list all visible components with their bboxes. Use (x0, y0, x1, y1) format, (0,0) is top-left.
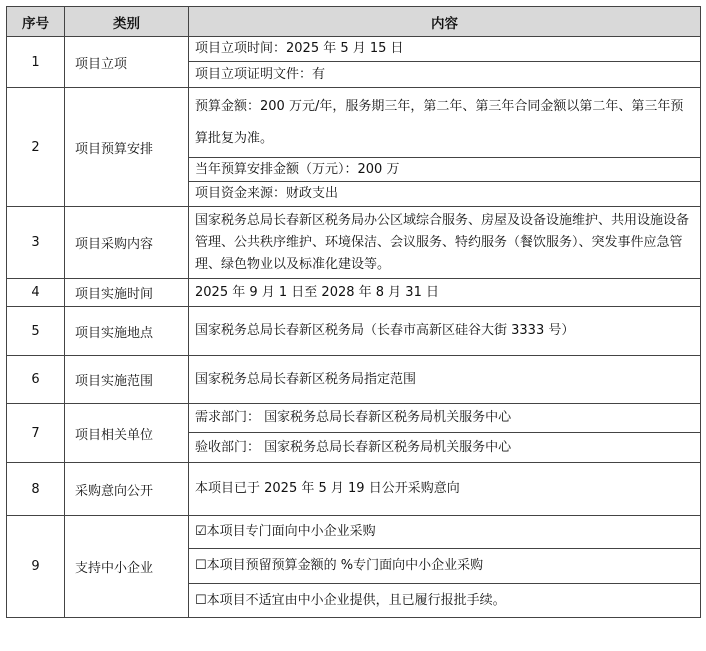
header-category: 类别 (65, 7, 189, 37)
checked-checkbox[interactable]: ☑ (195, 524, 207, 539)
row-content: 项目资金来源：财政支出 (189, 182, 701, 207)
row-content: 国家税务总局长春新区税务局办公区域综合服务、房屋及设备设施维护、共用设施设备管理、公共秩序维护、环境保洁、会议服务、特约服务（餐饮服务）、突发事件应急管理、绿色物业以及标准化建设等。 (189, 207, 701, 279)
project-info-table (6, 6, 701, 618)
option-label: 本项目专门面向中小企业采购 (206, 524, 376, 539)
header-content: 内容 (189, 7, 701, 37)
option-label: 本项目预留预算金额的 %专门面向中小企业采购 (206, 558, 484, 573)
option-not-suitable (189, 584, 701, 618)
row-content: 项目立项证明文件：有 (189, 62, 701, 88)
header-row (7, 7, 701, 37)
row-content: 国家税务总局长春新区税务局指定范围 (189, 356, 701, 404)
option-exclusive (189, 516, 701, 549)
row-category: 项目实施时间 (65, 279, 189, 307)
table-row (7, 279, 701, 307)
row-category: 项目实施范围 (65, 356, 189, 404)
table-row (7, 463, 701, 516)
unchecked-checkbox[interactable]: ☐ (195, 558, 207, 573)
table-row (7, 207, 701, 279)
row-number: 9 (7, 516, 65, 618)
row-content: 预算金额：200 万元/年，服务期三年，第二年、第三年合同金额以第二年、第三年预算批复为准。 (189, 88, 701, 158)
table-row (7, 404, 701, 433)
row-category: 项目采购内容 (65, 207, 189, 279)
row-content: 项目立项时间：2025 年 5 月 15 日 (189, 37, 701, 62)
row-content: 本项目已于 2025 年 5 月 19 日公开采购意向 (189, 463, 701, 516)
row-number: 4 (7, 279, 65, 307)
table-row (7, 356, 701, 404)
option-reserved (189, 549, 701, 584)
row-content: 验收部门： 国家税务总局长春新区税务局机关服务中心 (189, 433, 701, 463)
row-number: 1 (7, 37, 65, 88)
unchecked-checkbox[interactable]: ☐ (195, 592, 207, 608)
row-number: 2 (7, 88, 65, 207)
row-content: 当年预算安排金额（万元）：200 万 (189, 158, 701, 182)
row-content: 需求部门： 国家税务总局长春新区税务局机关服务中心 (189, 404, 701, 433)
row-category: 项目预算安排 (65, 88, 189, 207)
option-label: 本项目不适宜由中小企业提供，且已履行报批手续。 (206, 592, 506, 608)
row-category: 支持中小企业 (65, 516, 189, 618)
header-no: 序号 (7, 7, 65, 37)
row-number: 6 (7, 356, 65, 404)
table-row (7, 307, 701, 356)
row-content: 国家税务总局长春新区税务局（长春市高新区硅谷大街 3333 号） (189, 307, 701, 356)
row-category: 项目实施地点 (65, 307, 189, 356)
row-category: 项目立项 (65, 37, 189, 88)
table-row (7, 88, 701, 158)
row-content: 2025 年 9 月 1 日至 2028 年 8 月 31 日 (189, 279, 701, 307)
row-category: 项目相关单位 (65, 404, 189, 463)
row-number: 8 (7, 463, 65, 516)
row-number: 3 (7, 207, 65, 279)
row-number: 5 (7, 307, 65, 356)
table-row (7, 37, 701, 62)
row-number: 7 (7, 404, 65, 463)
row-category: 采购意向公开 (65, 463, 189, 516)
table-row (7, 516, 701, 549)
